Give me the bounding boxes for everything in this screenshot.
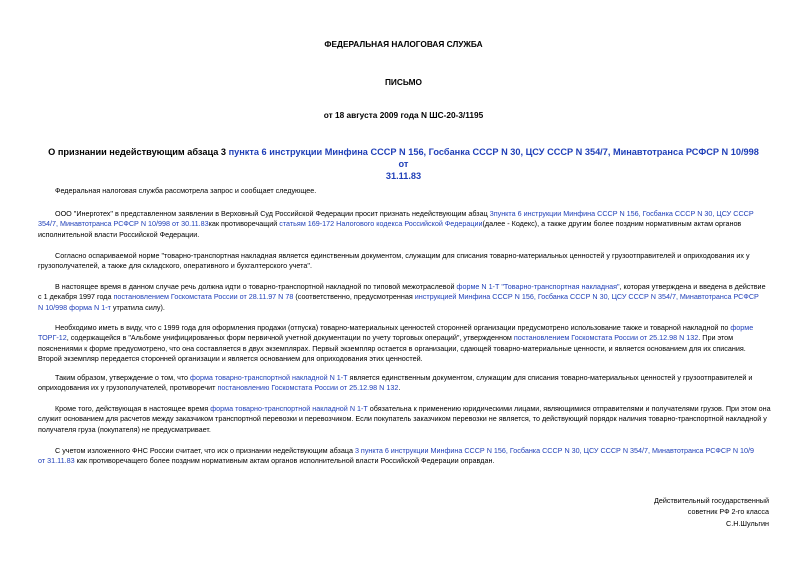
paragraph-text: получателя груза (покупателя) не предусматривает. xyxy=(38,424,211,434)
signer-name: С.Н.Шульгин xyxy=(726,518,769,528)
document-type: ПИСЬМО xyxy=(384,77,423,87)
paragraph-text: утратила силу). xyxy=(110,302,165,312)
form-link[interactable]: форме xyxy=(730,323,754,332)
instruction-link-cont[interactable]: 354/7, Минавтотранса РСФСР N 10/998 от 30.11.83 xyxy=(38,219,209,229)
signature-block xyxy=(549,495,769,529)
torg12-link[interactable]: ТОРГ-12 xyxy=(38,333,67,343)
instruction-link[interactable]: 3пункта 6 инструкции Минфина СССР N 156, Госбанка СССР N 30, ЦСУ СССР xyxy=(489,209,754,218)
paragraph-conclusion-form xyxy=(38,373,771,394)
paragraph-text: В настоящее время в данном случае речь должна идти о товарно-транспортной накладной по типовой межотраслевой xyxy=(55,282,457,291)
agency-title: ФЕДЕРАЛЬНАЯ НАЛОГОВАЯ СЛУЖБА xyxy=(324,39,483,49)
subject-instruction-link[interactable]: пункта 6 инструкции Минфина СССР N 156, Госбанка СССР N 30, ЦСУ СССР N 354/7, Минавтотранса РСФСР N 10/998 от xyxy=(228,147,759,169)
instruction-date-link[interactable]: от 31.11.83 xyxy=(38,456,75,466)
paragraph-contested-norm xyxy=(38,251,771,272)
paragraph-text: как противоречащий xyxy=(208,219,280,229)
paragraph-text: является единственным документом, служащим для списания товарно-материальных ценностей у грузоотправителей и xyxy=(347,373,753,382)
subject-prefix: О признании недействующим абзаца 3 xyxy=(48,147,229,157)
paragraph-intro xyxy=(38,186,771,196)
form-1t-link[interactable]: форме N 1-Т "Товарно-транспортная накладная" xyxy=(456,282,620,291)
paragraph-text: Второй экземпляр передается сторонней организации и является основанием для оприходования этих ценностей. xyxy=(38,353,423,363)
goskomstat-78-link[interactable]: постановлением Госкомстата России от 28.11.97 N 78 xyxy=(113,292,294,302)
paragraph-text: пояснениями к форме предусмотрено, что она составляется в двух экземплярах. Первый экземпляр остается в организации, сдающей товарно-материальные ценности, и является основанием для их списания. xyxy=(38,343,746,353)
paragraph-text: . xyxy=(398,383,401,393)
form-1t-old-link[interactable]: N 10/998 форма N 1-т xyxy=(38,302,111,312)
paragraph-text: исполнительной власти Российской Федерации. xyxy=(38,229,200,239)
paragraph-torg12 xyxy=(38,323,771,364)
paragraph-text: грузополучателей, а также для складского, оперативного и бухгалтерского учета". xyxy=(38,261,312,271)
paragraph-text: Необходимо иметь в виду, что с 1999 года для оформления продажи (отпуска) товарно-материальных ценностей сторонней организации предусмотрено использование также и товарной накладной по xyxy=(55,323,731,332)
document-date-number: от 18 августа 2009 года N ШС-20-3/1195 xyxy=(323,110,484,120)
paragraph-text: Таким образом, утверждение о том, что xyxy=(55,373,191,382)
goskomstat-132-link[interactable]: постановлением Госкомстата России от 25.12.98 N 132 xyxy=(513,333,699,343)
tax-code-link[interactable]: статьям 169-172 Налогового кодекса Российской Федерации xyxy=(279,219,483,229)
form-1t-link[interactable]: форма товарно-транспортной накладной N 1-Т xyxy=(210,404,368,413)
paragraph-text: ООО "Инерготех" в представленном заявлении в Верховный Суд Российской Федерации просит признать недействующим абзац xyxy=(55,209,490,218)
paragraph-text: . При этом xyxy=(698,333,734,343)
paragraph-text: (далее - Кодекс), а также другим более поздним нормативным актам органов xyxy=(482,219,742,229)
subject-instruction-link-date[interactable]: 31.11.83 xyxy=(385,171,422,181)
paragraph-final-position xyxy=(38,446,771,467)
paragraph-text: Федеральная налоговая служба рассмотрела запрос и сообщает следующее. xyxy=(55,186,317,195)
goskomstat-132-link[interactable]: постановлению Госкомстата России от 25.12.98 N 132 xyxy=(217,383,399,393)
instruction-link[interactable]: инструкцией Минфина СССР N 156, Госбанка СССР N 30, ЦСУ СССР N 354/7, Минавтотранса РСФСР xyxy=(414,292,759,302)
paragraph-claim xyxy=(38,209,771,240)
paragraph-text: как противоречащего более поздним нормативным актам органов исполнительной власти Российской Федерации оправдан. xyxy=(74,456,495,466)
paragraph-text: Согласно оспариваемой норме "товарно-транспортная накладная является единственным документом, служащим для списания товарно-материальных ценностей у грузоотправителей и оприходования их у xyxy=(55,251,750,260)
paragraph-text: , содержащейся в "Альбоме унифицированных форм первичной учетной документации по учету торговых операций", утвержденном xyxy=(66,333,514,343)
paragraph-text: оприходования их у грузополучателей, противоречит xyxy=(38,383,218,393)
paragraph-text: обязательна к применению юридическими лицами, являющимися отправителями и получателями грузов. При этом она xyxy=(367,404,771,413)
paragraph-text: (соответственно, предусмотренная xyxy=(293,292,415,302)
signer-title-line1: Действительный государственный xyxy=(654,496,769,505)
form-1t-link[interactable]: форма товарно-транспортной накладной N 1-Т xyxy=(190,373,348,382)
instruction-link[interactable]: 3 пункта 6 инструкции Минфина СССР N 156, Госбанка СССР N 30, ЦСУ СССР N 354/7, Минавтотранса РСФСР N 10/9 xyxy=(354,446,755,455)
paragraph-text: , которая утверждена и введена в действие xyxy=(619,282,766,291)
paragraph-text: С учетом изложенного ФНС России считает, что иск о признании недействующим абзаца xyxy=(55,446,355,455)
paragraph-current-form xyxy=(38,282,771,313)
paragraph-text: служит основанием для расчетов между заказчиком транспортной перевозки и перевозчиком. Если покупатель заказчиком перевозки не является, то действующий порядок наличия товарно-транспортной накладной у xyxy=(38,414,767,424)
paragraph-additionally xyxy=(38,404,771,435)
document-subject xyxy=(48,146,759,182)
paragraph-text: с 1 декабря 1997 года xyxy=(38,292,114,302)
signer-title-line2: советник РФ 2-го класса xyxy=(687,507,769,517)
paragraph-text: Кроме того, действующая в настоящее время xyxy=(55,404,211,413)
